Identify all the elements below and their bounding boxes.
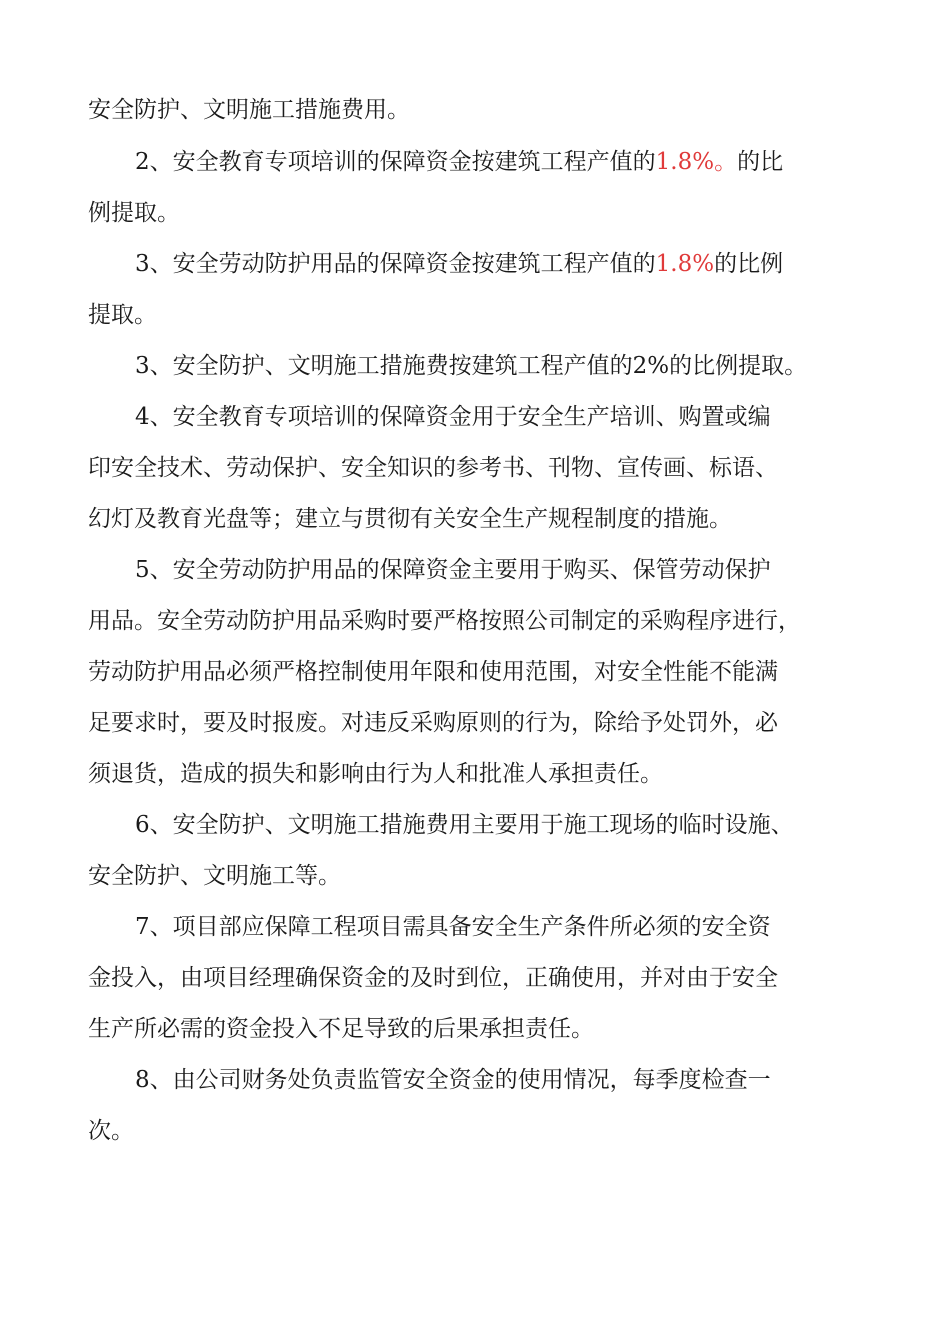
paragraph-line: 生产所必需的资金投入不足导致的后果承担责任。 [88,1016,594,1042]
paragraph-line: 4、安全教育专项培训的保障资金用于安全生产培训、购置或编 [135,404,771,430]
line-text: 3、安全劳动防护用品的保障资金按建筑工程产值的 [135,251,656,277]
paragraph-line: 5、安全劳动防护用品的保障资金主要用于购买、保管劳动保护 [135,557,771,583]
paragraph-line: 例提取。 [88,200,180,226]
paragraph-line: 幻灯及教育光盘等；建立与贯彻有关安全生产规程制度的措施。 [88,506,732,532]
paragraph-line: 3、安全防护、文明施工措施费按建筑工程产值的2%的比例提取。 [135,353,808,379]
paragraph-line: 须退货，造成的损失和影响由行为人和批准人承担责任。 [88,761,663,787]
line-text: 的比 [737,149,784,175]
paragraph-line [135,142,783,182]
paragraph-line: 安全防护、文明施工措施费用。 [88,97,410,123]
paragraph-line: 足要求时，要及时报废。对违反采购原则的行为，除给予处罚外，必 [88,710,778,736]
highlight-percentage: 1.8% [655,251,715,277]
line-text: 的比例 [714,251,784,277]
paragraph-line: 8、由公司财务处负责监管安全资金的使用情况，每季度检查一 [135,1067,771,1093]
paragraph-line: 7、项目部应保障工程项目需具备安全生产条件所必须的安全资 [135,914,771,940]
paragraph-line: 提取。 [88,302,157,328]
paragraph-line: 6、安全防护、文明施工措施费用主要用于施工现场的临时设施、 [135,812,794,838]
paragraph-line [135,244,783,284]
paragraph-line: 金投入，由项目经理确保资金的及时到位，正确使用，并对由于安全 [88,965,778,991]
highlight-percentage: 1.8%。 [655,149,738,175]
paragraph-line: 劳动防护用品必须严格控制使用年限和使用范围，对安全性能不能满 [88,659,778,685]
paragraph-line: 次。 [88,1118,134,1144]
paragraph-line: 印安全技术、劳动保护、安全知识的参考书、刊物、宣传画、标语、 [88,455,778,481]
line-text: 2、安全教育专项培训的保障资金按建筑工程产值的 [135,149,656,175]
paragraph-line: 用品。安全劳动防护用品采购时要严格按照公司制定的采购程序进行， [88,608,801,634]
paragraph-line: 安全防护、文明施工等。 [88,863,341,889]
